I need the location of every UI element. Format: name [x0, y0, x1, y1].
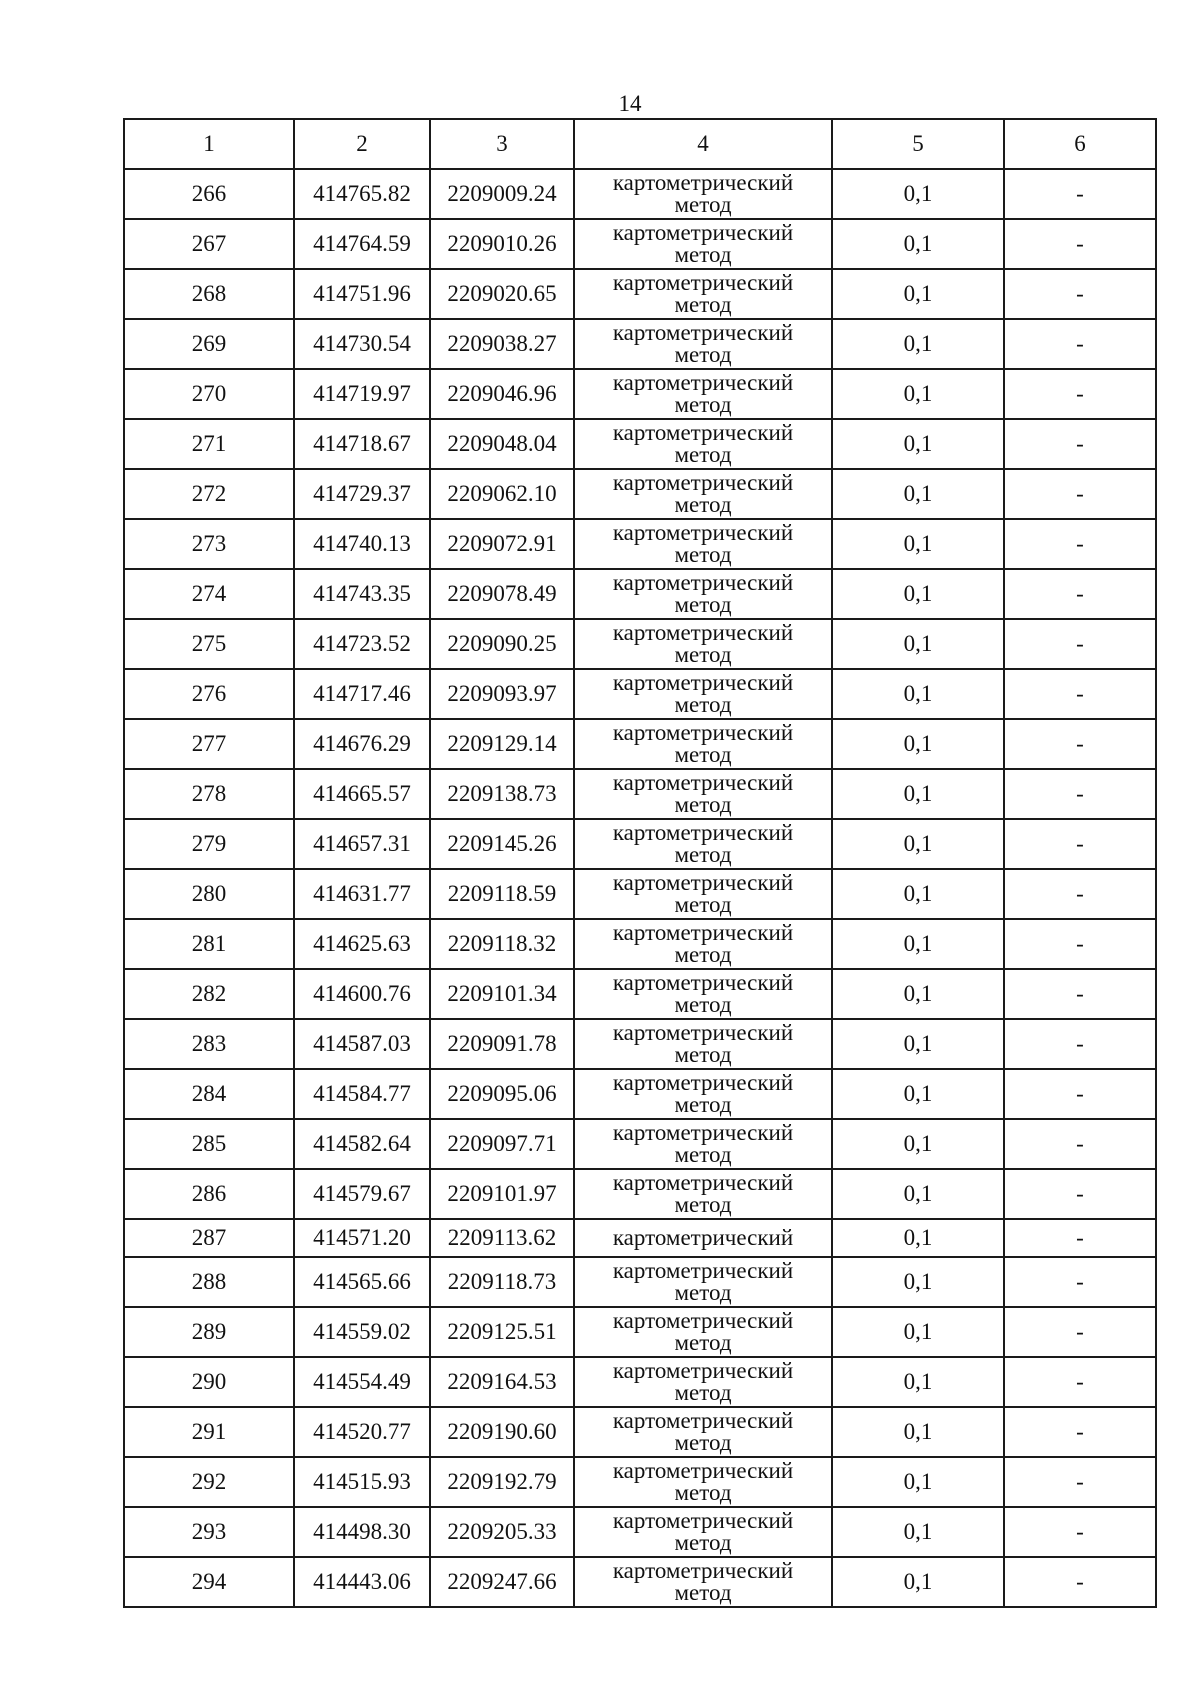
method-line-1: картометрический — [612, 470, 794, 495]
point-number-cell: 287 — [124, 1219, 294, 1257]
point-number-cell: 292 — [124, 1457, 294, 1507]
coordinate-y-cell: 2209118.73 — [430, 1257, 574, 1307]
method-cell — [574, 669, 832, 719]
coordinate-x-cell: 414515.93 — [294, 1457, 430, 1507]
method-line-2: метод — [674, 1380, 732, 1405]
method-cell — [574, 1019, 832, 1069]
point-number-cell: 268 — [124, 269, 294, 319]
coordinate-x-cell: 414657.31 — [294, 819, 430, 869]
coordinate-y-cell: 2209101.34 — [430, 969, 574, 1019]
method-line-2: метод — [674, 1092, 732, 1117]
method-line-2: метод — [674, 1280, 732, 1305]
method-line-2: метод — [674, 992, 732, 1017]
coordinate-x-cell: 414565.66 — [294, 1257, 430, 1307]
table-row — [124, 719, 1156, 769]
table-row — [124, 1019, 1156, 1069]
method-line-1: картометрический — [612, 1558, 794, 1583]
accuracy-cell: 0,1 — [832, 369, 1004, 419]
point-number-cell: 291 — [124, 1407, 294, 1457]
table-row — [124, 819, 1156, 869]
method-cell — [574, 619, 832, 669]
coordinate-x-cell: 414764.59 — [294, 219, 430, 269]
point-number-cell: 277 — [124, 719, 294, 769]
table-row — [124, 319, 1156, 369]
note-cell: - — [1004, 319, 1156, 369]
table-row — [124, 1257, 1156, 1307]
method-line-1: картометрический — [612, 420, 794, 445]
point-number-cell: 271 — [124, 419, 294, 469]
method-line-1: картометрический — [612, 720, 794, 745]
coordinate-y-cell: 2209091.78 — [430, 1019, 574, 1069]
coordinate-x-cell: 414625.63 — [294, 919, 430, 969]
header-cell-4: 4 — [574, 119, 832, 169]
note-cell: - — [1004, 819, 1156, 869]
table-header — [124, 119, 1156, 169]
method-cell — [574, 719, 832, 769]
coordinate-x-cell: 414717.46 — [294, 669, 430, 719]
coordinate-x-cell: 414730.54 — [294, 319, 430, 369]
coordinate-x-cell: 414723.52 — [294, 619, 430, 669]
coordinate-y-cell: 2209118.59 — [430, 869, 574, 919]
accuracy-cell: 0,1 — [832, 1557, 1004, 1607]
method-cell — [574, 1069, 832, 1119]
method-line-1: картометрический — [612, 1408, 794, 1433]
method-line-1: картометрический — [612, 1020, 794, 1045]
note-cell: - — [1004, 1307, 1156, 1357]
point-number-cell: 284 — [124, 1069, 294, 1119]
accuracy-cell: 0,1 — [832, 1407, 1004, 1457]
accuracy-cell: 0,1 — [832, 1307, 1004, 1357]
table-row — [124, 169, 1156, 219]
accuracy-cell: 0,1 — [832, 1019, 1004, 1069]
method-cell — [574, 569, 832, 619]
method-line-2: метод — [674, 292, 732, 317]
table-row — [124, 469, 1156, 519]
method-line-2: метод — [674, 942, 732, 967]
note-cell: - — [1004, 1407, 1156, 1457]
method-line-2: метод — [674, 842, 732, 867]
note-cell: - — [1004, 769, 1156, 819]
table-row — [124, 219, 1156, 269]
method-line-1: картометрический — [612, 670, 794, 695]
method-line-2: метод — [674, 1330, 732, 1355]
accuracy-cell: 0,1 — [832, 519, 1004, 569]
accuracy-cell: 0,1 — [832, 1219, 1004, 1257]
coordinate-y-cell: 2209138.73 — [430, 769, 574, 819]
note-cell: - — [1004, 219, 1156, 269]
coordinate-x-cell: 414559.02 — [294, 1307, 430, 1357]
point-number-cell: 285 — [124, 1119, 294, 1169]
method-line-1: картометрический — [612, 320, 794, 345]
point-number-cell: 274 — [124, 569, 294, 619]
method-cell — [574, 419, 832, 469]
coordinate-y-cell: 2209093.97 — [430, 669, 574, 719]
method-cell — [574, 1357, 832, 1407]
method-line-2: метод — [674, 542, 732, 567]
method-cell — [574, 1457, 832, 1507]
note-cell: - — [1004, 969, 1156, 1019]
coordinate-x-cell: 414587.03 — [294, 1019, 430, 1069]
table-row — [124, 269, 1156, 319]
table-row — [124, 1169, 1156, 1219]
note-cell: - — [1004, 869, 1156, 919]
method-line-1: картометрический — [612, 370, 794, 395]
table-row — [124, 519, 1156, 569]
coordinate-x-cell: 414751.96 — [294, 269, 430, 319]
accuracy-cell: 0,1 — [832, 319, 1004, 369]
accuracy-cell: 0,1 — [832, 919, 1004, 969]
accuracy-cell: 0,1 — [832, 1507, 1004, 1557]
coordinate-x-cell: 414554.49 — [294, 1357, 430, 1407]
method-cell — [574, 319, 832, 369]
header-cell-5: 5 — [832, 119, 1004, 169]
method-line-2: метод — [674, 642, 732, 667]
point-number-cell: 269 — [124, 319, 294, 369]
note-cell: - — [1004, 1219, 1156, 1257]
method-line-2: метод — [674, 742, 732, 767]
method-line-1: картометрический — [612, 620, 794, 645]
note-cell: - — [1004, 1069, 1156, 1119]
header-cell-1: 1 — [124, 119, 294, 169]
note-cell: - — [1004, 1257, 1156, 1307]
header-cell-6: 6 — [1004, 119, 1156, 169]
coordinate-y-cell: 2209072.91 — [430, 519, 574, 569]
accuracy-cell: 0,1 — [832, 1357, 1004, 1407]
accuracy-cell: 0,1 — [832, 969, 1004, 1019]
coordinate-x-cell: 414676.29 — [294, 719, 430, 769]
coordinate-y-cell: 2209046.96 — [430, 369, 574, 419]
point-number-cell: 270 — [124, 369, 294, 419]
method-cell — [574, 269, 832, 319]
coordinate-y-cell: 2209010.26 — [430, 219, 574, 269]
method-line-1: картометрический — [612, 170, 794, 195]
coordinate-y-cell: 2209020.65 — [430, 269, 574, 319]
method-line-2: метод — [674, 1480, 732, 1505]
method-line-1: картометрический — [612, 1358, 794, 1383]
coordinate-x-cell: 414740.13 — [294, 519, 430, 569]
coordinate-x-cell: 414443.06 — [294, 1557, 430, 1607]
method-line-1: картометрический — [612, 1258, 794, 1283]
note-cell: - — [1004, 619, 1156, 669]
method-cell — [574, 869, 832, 919]
method-line-2: метод — [674, 342, 732, 367]
method-line-2: метод — [674, 1430, 732, 1455]
note-cell: - — [1004, 1019, 1156, 1069]
note-cell: - — [1004, 519, 1156, 569]
method-line-1: картометрический — [612, 270, 794, 295]
point-number-cell: 282 — [124, 969, 294, 1019]
point-number-cell: 288 — [124, 1257, 294, 1307]
accuracy-cell: 0,1 — [832, 169, 1004, 219]
coordinate-y-cell: 2209118.32 — [430, 919, 574, 969]
table-row — [124, 1507, 1156, 1557]
method-cell — [574, 369, 832, 419]
point-number-cell: 281 — [124, 919, 294, 969]
table-row — [124, 1457, 1156, 1507]
method-cell — [574, 1257, 832, 1307]
coordinate-x-cell: 414584.77 — [294, 1069, 430, 1119]
point-number-cell: 279 — [124, 819, 294, 869]
accuracy-cell: 0,1 — [832, 1069, 1004, 1119]
coordinate-x-cell: 414582.64 — [294, 1119, 430, 1169]
method-cell — [574, 219, 832, 269]
note-cell: - — [1004, 1507, 1156, 1557]
method-line-1: картометрический — [612, 1225, 794, 1250]
note-cell: - — [1004, 469, 1156, 519]
point-number-cell: 289 — [124, 1307, 294, 1357]
note-cell: - — [1004, 369, 1156, 419]
method-line-1: картометрический — [612, 970, 794, 995]
table-row — [124, 569, 1156, 619]
note-cell: - — [1004, 669, 1156, 719]
method-line-1: картометрический — [612, 1070, 794, 1095]
coordinate-y-cell: 2209113.62 — [430, 1219, 574, 1257]
method-line-2: метод — [674, 1192, 732, 1217]
note-cell: - — [1004, 569, 1156, 619]
table-row — [124, 1407, 1156, 1457]
accuracy-cell: 0,1 — [832, 269, 1004, 319]
note-cell: - — [1004, 719, 1156, 769]
method-cell — [574, 169, 832, 219]
method-line-2: метод — [674, 592, 732, 617]
coordinate-y-cell: 2209095.06 — [430, 1069, 574, 1119]
coordinate-x-cell: 414719.97 — [294, 369, 430, 419]
table-row — [124, 1219, 1156, 1257]
method-cell — [574, 1169, 832, 1219]
method-cell — [574, 1219, 832, 1257]
coordinate-y-cell: 2209097.71 — [430, 1119, 574, 1169]
coordinate-y-cell: 2209129.14 — [430, 719, 574, 769]
coordinate-y-cell: 2209090.25 — [430, 619, 574, 669]
coordinate-y-cell: 2209205.33 — [430, 1507, 574, 1557]
table-row — [124, 669, 1156, 719]
method-cell — [574, 1557, 832, 1607]
method-cell — [574, 469, 832, 519]
table-row — [124, 1357, 1156, 1407]
point-number-cell: 272 — [124, 469, 294, 519]
coordinate-x-cell: 414631.77 — [294, 869, 430, 919]
note-cell: - — [1004, 419, 1156, 469]
page-number: 14 — [618, 91, 642, 116]
header-cell-3: 3 — [430, 119, 574, 169]
table-row — [124, 769, 1156, 819]
method-cell — [574, 1507, 832, 1557]
note-cell: - — [1004, 1457, 1156, 1507]
method-line-2: метод — [674, 1530, 732, 1555]
accuracy-cell: 0,1 — [832, 619, 1004, 669]
method-line-2: метод — [674, 1042, 732, 1067]
method-line-1: картометрический — [612, 570, 794, 595]
method-line-2: метод — [674, 392, 732, 417]
note-cell: - — [1004, 169, 1156, 219]
method-line-1: картометрический — [612, 820, 794, 845]
method-cell — [574, 1407, 832, 1457]
point-number-cell: 273 — [124, 519, 294, 569]
note-cell: - — [1004, 1119, 1156, 1169]
method-line-1: картометрический — [612, 1120, 794, 1145]
coordinate-x-cell: 414520.77 — [294, 1407, 430, 1457]
method-line-2: метод — [674, 1580, 732, 1605]
method-line-2: метод — [674, 892, 732, 917]
method-line-2: метод — [674, 192, 732, 217]
accuracy-cell: 0,1 — [832, 669, 1004, 719]
accuracy-cell: 0,1 — [832, 1119, 1004, 1169]
method-line-1: картометрический — [612, 920, 794, 945]
method-line-1: картометрический — [612, 770, 794, 795]
accuracy-cell: 0,1 — [832, 419, 1004, 469]
accuracy-cell: 0,1 — [832, 719, 1004, 769]
point-number-cell: 294 — [124, 1557, 294, 1607]
header-row — [124, 119, 1156, 169]
accuracy-cell: 0,1 — [832, 569, 1004, 619]
accuracy-cell: 0,1 — [832, 869, 1004, 919]
table-body — [124, 169, 1156, 1607]
table-row — [124, 869, 1156, 919]
coordinate-x-cell: 414718.67 — [294, 419, 430, 469]
point-number-cell: 293 — [124, 1507, 294, 1557]
coordinate-x-cell: 414743.35 — [294, 569, 430, 619]
coordinate-y-cell: 2209078.49 — [430, 569, 574, 619]
coordinate-y-cell: 2209125.51 — [430, 1307, 574, 1357]
point-number-cell: 290 — [124, 1357, 294, 1407]
table-row — [124, 919, 1156, 969]
accuracy-cell: 0,1 — [832, 819, 1004, 869]
point-number-cell: 278 — [124, 769, 294, 819]
table-row — [124, 969, 1156, 1019]
point-number-cell: 280 — [124, 869, 294, 919]
point-number-cell: 275 — [124, 619, 294, 669]
coordinate-x-cell: 414600.76 — [294, 969, 430, 1019]
note-cell: - — [1004, 1169, 1156, 1219]
coordinate-y-cell: 2209009.24 — [430, 169, 574, 219]
coordinate-x-cell: 414498.30 — [294, 1507, 430, 1557]
coordinate-x-cell: 414765.82 — [294, 169, 430, 219]
coordinate-x-cell: 414729.37 — [294, 469, 430, 519]
method-line-1: картометрический — [612, 1308, 794, 1333]
header-cell-2: 2 — [294, 119, 430, 169]
method-line-2: метод — [674, 442, 732, 467]
point-number-cell: 266 — [124, 169, 294, 219]
coordinate-y-cell: 2209038.27 — [430, 319, 574, 369]
note-cell: - — [1004, 1357, 1156, 1407]
method-line-1: картометрический — [612, 220, 794, 245]
coordinates-table — [123, 118, 1157, 1608]
coordinate-y-cell: 2209192.79 — [430, 1457, 574, 1507]
coordinate-y-cell: 2209190.60 — [430, 1407, 574, 1457]
method-cell — [574, 819, 832, 869]
accuracy-cell: 0,1 — [832, 1169, 1004, 1219]
accuracy-cell: 0,1 — [832, 1257, 1004, 1307]
coordinate-x-cell: 414571.20 — [294, 1219, 430, 1257]
coordinate-x-cell: 414579.67 — [294, 1169, 430, 1219]
point-number-cell: 267 — [124, 219, 294, 269]
accuracy-cell: 0,1 — [832, 469, 1004, 519]
point-number-cell: 276 — [124, 669, 294, 719]
method-line-1: картометрический — [612, 1170, 794, 1195]
method-line-2: метод — [674, 242, 732, 267]
table-row — [124, 619, 1156, 669]
coordinate-y-cell: 2209048.04 — [430, 419, 574, 469]
coordinate-y-cell: 2209062.10 — [430, 469, 574, 519]
table-row — [124, 1069, 1156, 1119]
method-cell — [574, 769, 832, 819]
table-row — [124, 1307, 1156, 1357]
method-line-2: метод — [674, 692, 732, 717]
method-line-2: метод — [674, 492, 732, 517]
coordinate-y-cell: 2209145.26 — [430, 819, 574, 869]
method-line-1: картометрический — [612, 1508, 794, 1533]
table-row — [124, 1557, 1156, 1607]
method-cell — [574, 969, 832, 1019]
method-line-1: картометрический — [612, 520, 794, 545]
accuracy-cell: 0,1 — [832, 1457, 1004, 1507]
note-cell: - — [1004, 269, 1156, 319]
coordinate-y-cell: 2209101.97 — [430, 1169, 574, 1219]
note-cell: - — [1004, 1557, 1156, 1607]
method-line-1: картометрический — [612, 870, 794, 895]
method-line-2: метод — [674, 792, 732, 817]
coordinate-y-cell: 2209164.53 — [430, 1357, 574, 1407]
method-cell — [574, 919, 832, 969]
method-cell — [574, 519, 832, 569]
method-cell — [574, 1119, 832, 1169]
note-cell: - — [1004, 919, 1156, 969]
accuracy-cell: 0,1 — [832, 219, 1004, 269]
point-number-cell: 283 — [124, 1019, 294, 1069]
accuracy-cell: 0,1 — [832, 769, 1004, 819]
method-line-2: метод — [674, 1142, 732, 1167]
table-row — [124, 369, 1156, 419]
method-line-1: картометрический — [612, 1458, 794, 1483]
coordinate-y-cell: 2209247.66 — [430, 1557, 574, 1607]
table-row — [124, 1119, 1156, 1169]
method-cell — [574, 1307, 832, 1357]
point-number-cell: 286 — [124, 1169, 294, 1219]
coordinate-x-cell: 414665.57 — [294, 769, 430, 819]
table-row — [124, 419, 1156, 469]
